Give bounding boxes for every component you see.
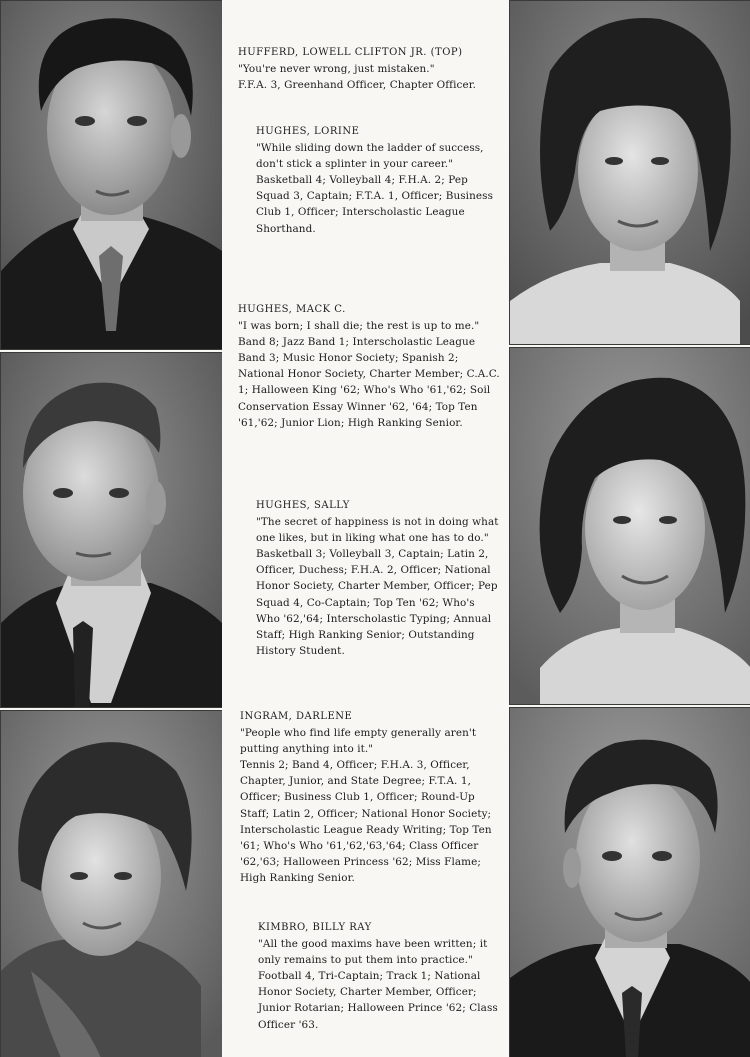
- student-activities: Tennis 2; Band 4, Officer; F.H.A. 3, Officer, Chapter, Junior, and State Degree; F.T.A. 1, Officer; Business Club 1, Officer; Round-Up Staff; Latin 2, Officer; National Honor Society; Interscholastic League Ready Writing; Top Ten '61; Who's Who '61,'62,'63,'64; Class Officer '62,'63; Halloween Princess '62; Miss Flame; High Ranking Senior.: [240, 759, 492, 884]
- biography-column: [222, 0, 509, 1057]
- portrait-mack-hughes-photo: [0, 352, 223, 708]
- portrait-kimbro-photo: [509, 707, 750, 1057]
- entry-lorine-hughes: [256, 124, 500, 237]
- student-name: INGRAM, DARLENE: [240, 711, 353, 722]
- portrait-young-man-dark-hair-icon: [1, 1, 222, 349]
- portrait-lorine-hughes-photo: [509, 0, 750, 345]
- student-quote: "I was born; I shall die; the rest is up to me.": [238, 320, 480, 333]
- entry-sally-hughes: [256, 498, 500, 659]
- student-activities: F.F.A. 3, Greenhand Officer, Chapter Officer.: [238, 79, 477, 92]
- portrait-ingram-photo: [0, 710, 223, 1057]
- student-activities: Football 4, Tri-Captain; Track 1; National Honor Society, Charter Member, Officer; Junior Rotarian; Halloween Prince '62; Class Officer '63.: [258, 970, 498, 1031]
- student-quote: "The secret of happiness is not in doing what one likes, but in liking what one has to do.": [256, 516, 499, 545]
- student-activities: Basketball 4; Volleyball 4; F.H.A. 2; Pep Squad 3, Captain; F.T.A. 1, Officer; Business Club 1, Officer; Interscholastic League Shorthand.: [256, 174, 493, 235]
- portrait-young-woman-bouffant-icon: [510, 348, 750, 704]
- portrait-young-man-crew-cut-icon: [1, 353, 222, 707]
- portrait-young-man-wavy-hair-icon: [510, 708, 750, 1057]
- student-name: KIMBRO, BILLY RAY: [258, 922, 372, 933]
- entry-hufferd: [238, 45, 500, 93]
- student-name: HUGHES, MACK C.: [238, 304, 346, 315]
- student-name: HUFFERD, LOWELL CLIFTON JR. (TOP): [238, 47, 463, 58]
- entry-kimbro: [258, 920, 508, 1033]
- portrait-sally-hughes-photo: [509, 347, 750, 705]
- entry-ingram: [240, 709, 502, 886]
- student-name: HUGHES, LORINE: [256, 126, 360, 137]
- portrait-hufferd-photo: [0, 0, 223, 350]
- student-activities: Basketball 3; Volleyball 3, Captain; Latin 2, Officer, Duchess; F.H.A. 2, Officer; National Honor Society, Charter Member, Officer; Pep Squad 4, Co-Captain; Top Ten '62; Who's Who '62,'64; Interscholastic Typing; Annual Staff; High Ranking Senior; Outstanding History Student.: [256, 548, 498, 657]
- student-activities: Band 8; Jazz Band 1; Interscholastic League Band 3; Music Honor Society; Spanish 2; National Honor Society, Charter Member; C.A.C. 1; Halloween King '62; Who's Who '61,'62; Soil Conservation Essay Winner '62, '64; Top Ten '61,'62; Junior Lion; High Ranking Senior.: [238, 336, 500, 429]
- portrait-young-woman-bangs-icon: [510, 1, 750, 344]
- student-quote: "People who find life empty generally aren't putting anything into it.": [240, 727, 477, 756]
- student-quote: "While sliding down the ladder of success, don't stick a splinter in your career.": [256, 142, 484, 171]
- student-quote: "All the good maxims have been written; it only remains to put them into practice.": [258, 938, 488, 967]
- entry-mack-hughes: [238, 302, 500, 431]
- portrait-young-woman-curly-hair-icon: [1, 711, 222, 1057]
- student-quote: "You're never wrong, just mistaken.": [238, 63, 435, 76]
- student-name: HUGHES, SALLY: [256, 500, 350, 511]
